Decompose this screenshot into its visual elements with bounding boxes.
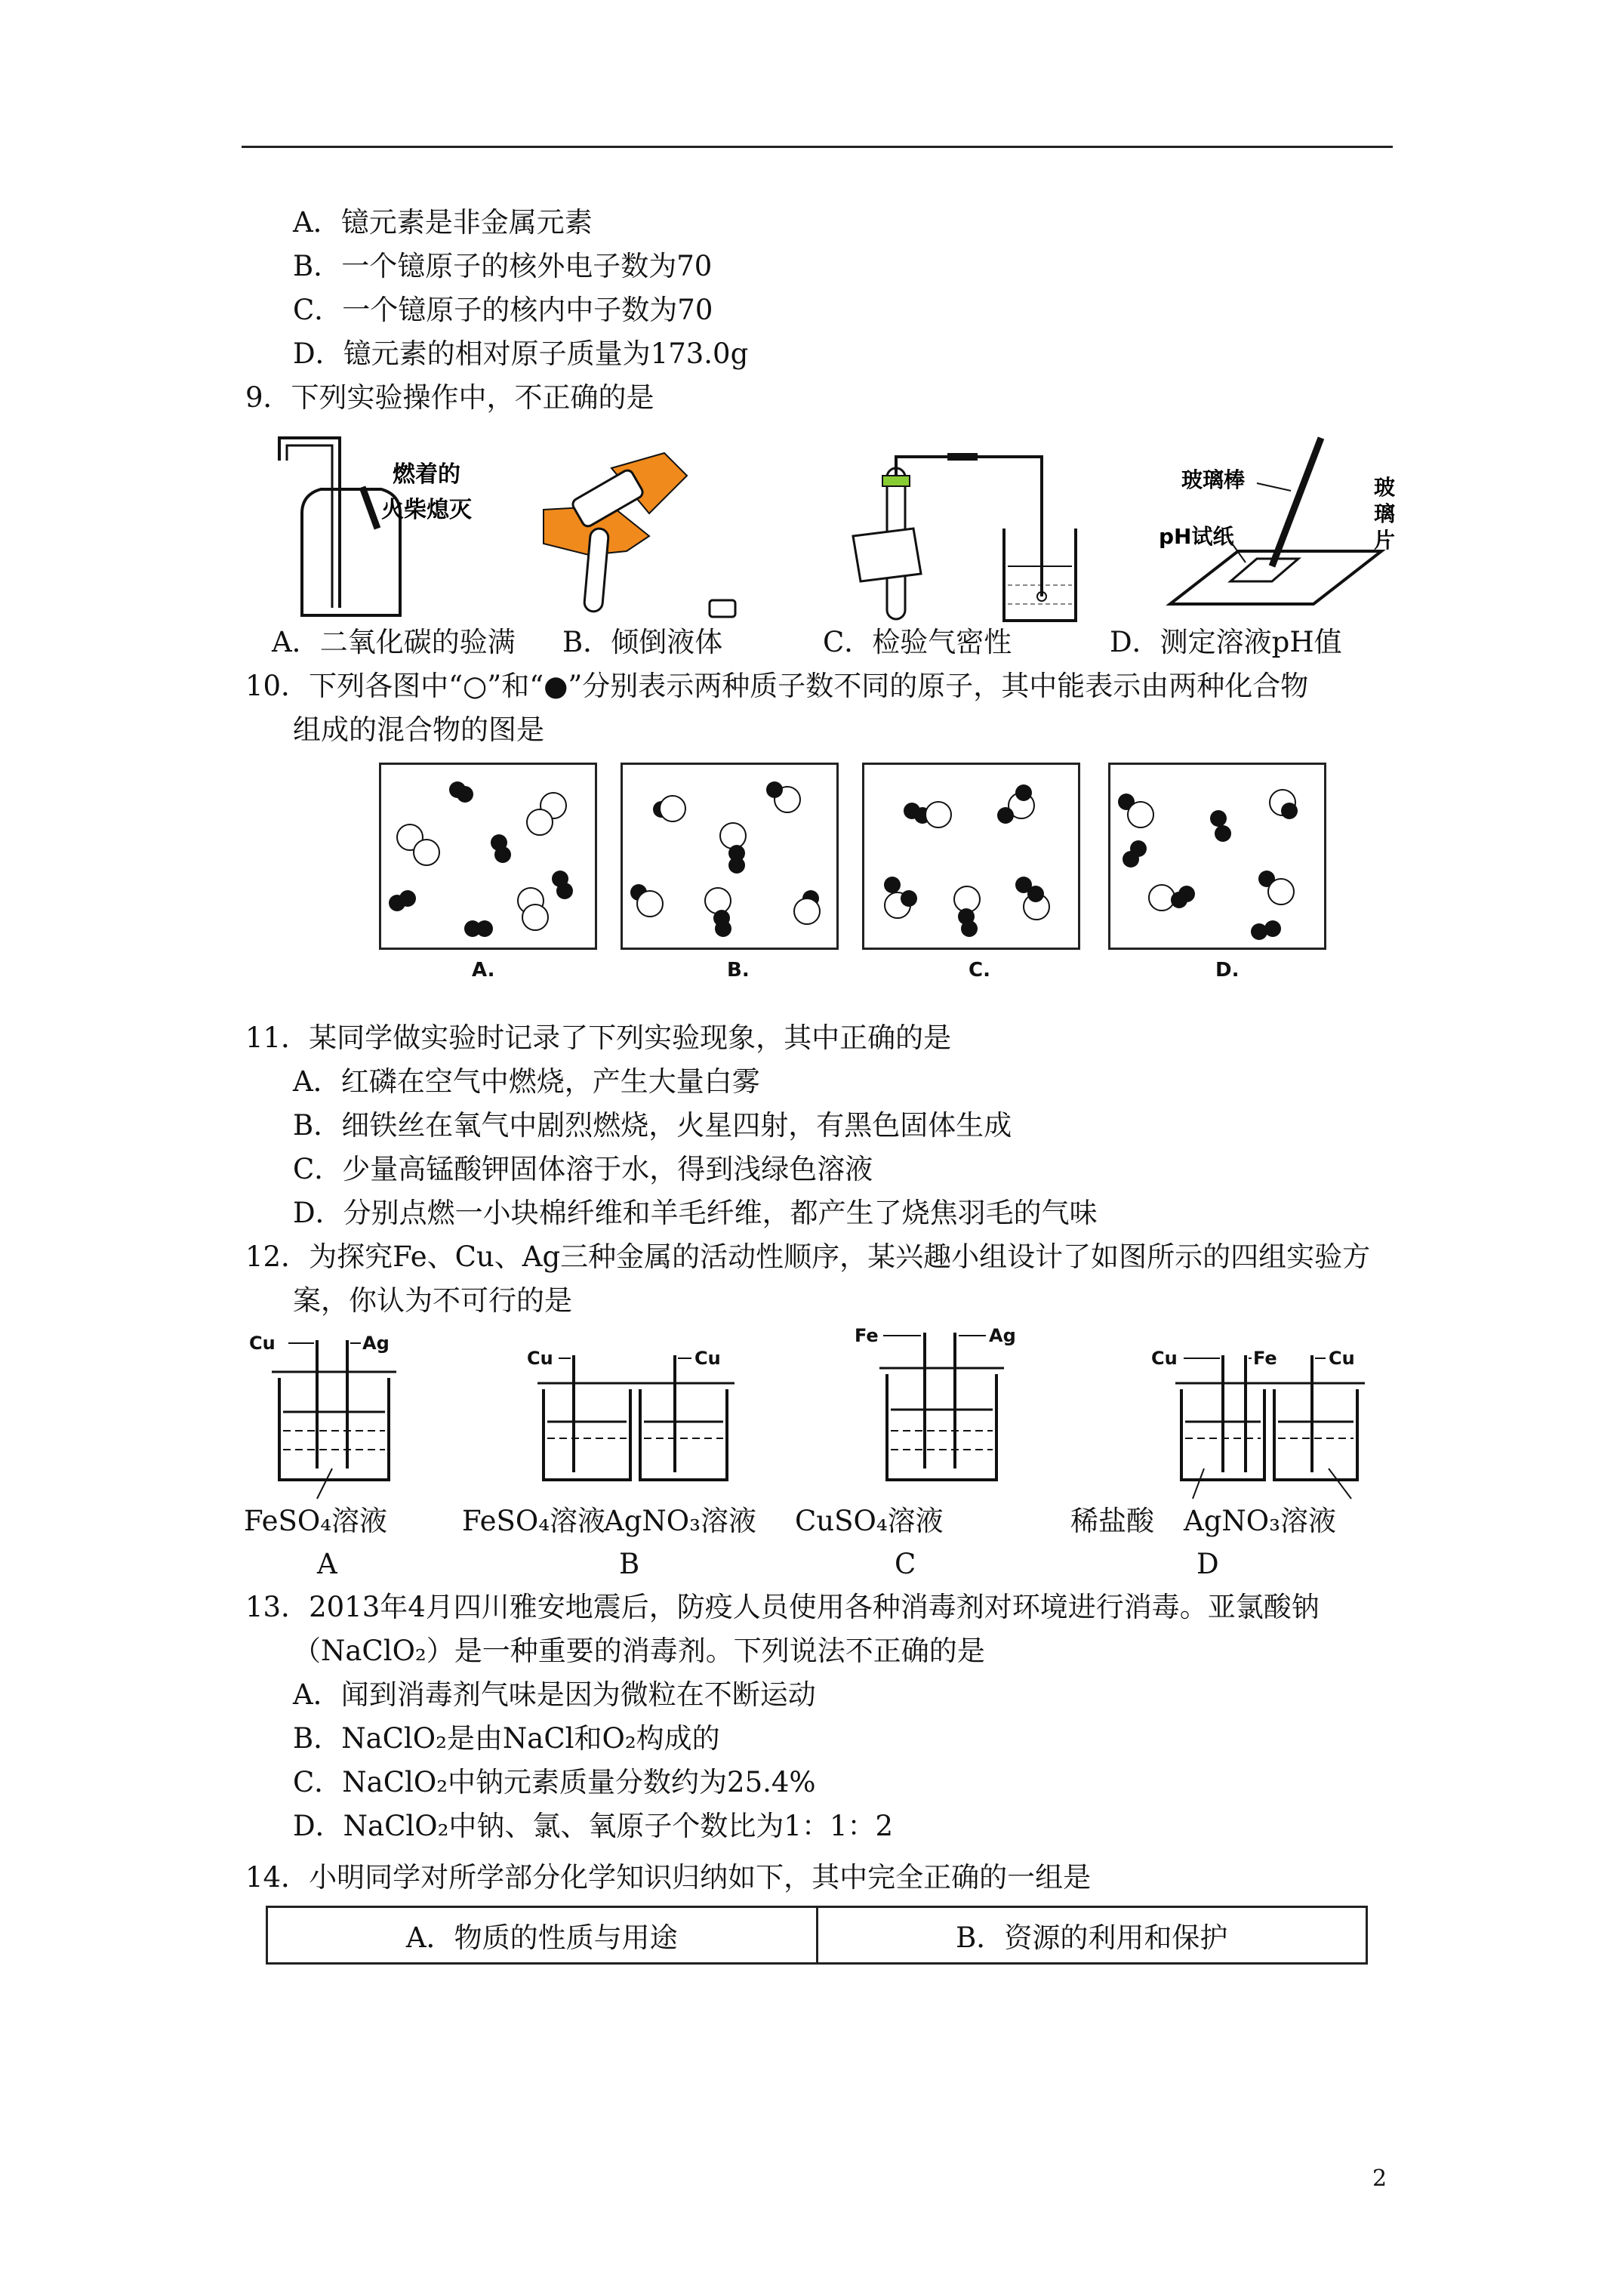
q12-letter-d: D: [1196, 1548, 1219, 1580]
q12-letter-b: B: [619, 1548, 640, 1580]
q9-caption-d: D．测定溶液pH值: [1110, 626, 1342, 658]
q14-table-header-row: [267, 1907, 1367, 1964]
q12-d-cu-label-1: Cu: [1151, 1348, 1178, 1369]
q9-label-burning: 燃着的: [393, 461, 460, 488]
q9-figure-airtightness: [853, 453, 1076, 621]
q11-stem: 11．某同学做实验时记录了下列实验现象，其中正确的是: [245, 1022, 952, 1054]
q9-label-rod: 玻璃棒: [1181, 467, 1246, 492]
q9-stem: 9．下列实验操作中，不正确的是: [245, 381, 654, 414]
q9-caption-b: B．倾倒液体: [562, 626, 723, 658]
q14-header-a: A．物质的性质与用途: [267, 1907, 818, 1964]
q9-figures: [257, 423, 1434, 627]
q12-a-ag-label: Ag: [362, 1333, 390, 1354]
q8-option-b: B．一个镱原子的核外电子数为70: [293, 250, 713, 282]
q12-figures: [242, 1325, 1419, 1521]
q10-box-c: [862, 763, 1080, 950]
q10-box-a: [379, 763, 597, 950]
q12-solution-b1: FeSO₄溶液: [462, 1505, 606, 1537]
q9-caption-a: A．二氧化碳的验满: [272, 626, 516, 658]
q14-table: [266, 1906, 1368, 1965]
q8-option-c: C．一个镱原子的核内中子数为70: [293, 294, 713, 326]
q11-option-a: A．红磷在空气中燃烧，产生大量白雾: [293, 1065, 760, 1098]
q9-label-extinguish: 火柴熄灭: [381, 497, 472, 523]
q9-figure-gas-bottle: [279, 438, 472, 615]
q9-label-glass-1: 玻: [1374, 475, 1396, 500]
q11-option-b: B．细铁丝在氧气中剧烈燃烧，火星四射，有黑色固体生成: [293, 1109, 1012, 1142]
q10-label-d: D.: [1215, 959, 1240, 982]
q10-label-a: A.: [472, 959, 495, 982]
q8-option-d: D．镱元素的相对原子质量为173.0g: [293, 337, 749, 370]
q9-label-ph-paper: pH试纸: [1159, 524, 1234, 549]
q12-stem-line2: 案，你认为不可行的是: [293, 1284, 572, 1317]
q8-option-a: A．镱元素是非金属元素: [293, 206, 593, 239]
q12-d-fe-label: Fe: [1253, 1348, 1277, 1369]
q13-stem-line2: （NaClO₂）是一种重要的消毒剂。下列说法不正确的是: [293, 1635, 985, 1667]
q10-stem-line1: 10．下列各图中“○”和“●”分别表示两种质子数不同的原子，其中能表示由两种化合物: [245, 670, 1309, 702]
q9-label-glass-3: 片: [1374, 528, 1396, 553]
q12-stem-line1: 12．为探究Fe、Cu、Ag三种金属的活动性顺序，某兴趣小组设计了如图所示的四组实验方: [245, 1240, 1371, 1273]
q9-caption-c: C．检验气密性: [823, 626, 1012, 658]
page-number: 2: [1372, 2165, 1387, 2192]
q11-option-c: C．少量高锰酸钾固体溶于水，得到浅绿色溶液: [293, 1153, 873, 1185]
q10-label-c: C.: [969, 959, 990, 982]
q12-d-cu-label-2: Cu: [1329, 1348, 1355, 1369]
q12-solution-c: CuSO₄溶液: [795, 1505, 944, 1537]
q9-figure-ph-test: [1159, 438, 1396, 604]
q10-label-b: B.: [727, 959, 750, 982]
q12-c-ag-label: Ag: [989, 1325, 1016, 1346]
q9-label-glass-2: 璃: [1374, 501, 1396, 526]
header-rule: [242, 146, 1393, 148]
q12-letter-c: C: [895, 1548, 916, 1580]
q12-letter-a: A: [317, 1548, 337, 1580]
q12-b-cu-label-1: Cu: [527, 1348, 553, 1369]
q13-option-a: A．闻到消毒剂气味是因为微粒在不断运动: [293, 1678, 816, 1711]
q10-box-d: [1108, 763, 1326, 950]
q12-solution-b2: AgNO₃溶液: [604, 1505, 756, 1537]
q14-stem: 14．小明同学对所学部分化学知识归纳如下，其中完全正确的一组是: [245, 1861, 1092, 1894]
q10-box-b: [621, 763, 839, 950]
q13-option-b: B．NaClO₂是由NaCl和O₂构成的: [293, 1722, 720, 1755]
q13-stem-line1: 13．2013年4月四川雅安地震后，防疫人员使用各种消毒剂对环境进行消毒。亚氯酸钠: [245, 1591, 1320, 1623]
q12-b-cu-label-2: Cu: [694, 1348, 721, 1369]
q12-solution-d1: 稀盐酸: [1070, 1505, 1154, 1537]
q12-a-cu-label: Cu: [249, 1333, 276, 1354]
q14-header-b: B．资源的利用和保护: [817, 1907, 1367, 1964]
q13-option-d: D．NaClO₂中钠、氯、氧原子个数比为1：1：2: [293, 1810, 894, 1842]
q12-c-fe-label: Fe: [855, 1325, 879, 1346]
q10-stem-line2: 组成的混合物的图是: [293, 713, 544, 746]
q12-solution-a: FeSO₄溶液: [244, 1505, 388, 1537]
q11-option-d: D．分别点燃一小块棉纤维和羊毛纤维，都产生了烧焦羽毛的气味: [293, 1197, 1098, 1229]
q9-figure-pouring: [544, 453, 735, 617]
q13-option-c: C．NaClO₂中钠元素质量分数约为25.4%: [293, 1766, 816, 1798]
q12-solution-d2: AgNO₃溶液: [1184, 1505, 1336, 1537]
